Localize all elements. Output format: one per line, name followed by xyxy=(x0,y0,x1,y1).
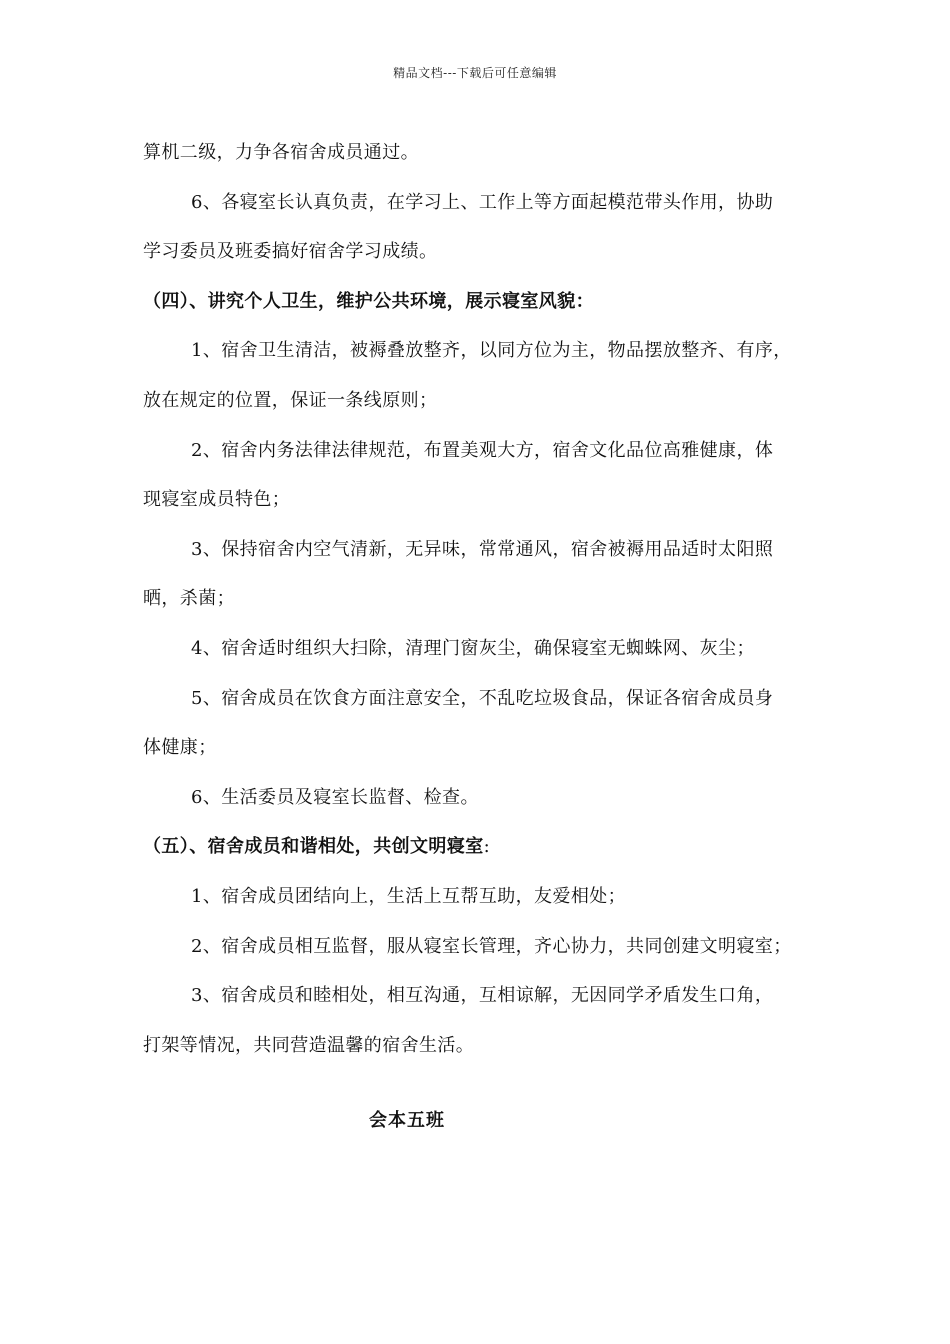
section-heading-four: （四）、讲究个人卫生，维护公共环境，展示寝室风貌： xyxy=(143,290,594,312)
paragraph-line: 5、宿舍成员在饮食方面注意安全，不乱吃垃圾食品，保证各宿舍成员身 xyxy=(191,687,774,709)
paragraph-line: 体健康； xyxy=(143,737,217,759)
paragraph-line: 2、宿舍成员相互监督，服从寝室长管理，齐心协力，共同创建文明寝室； xyxy=(191,935,792,957)
paragraph-line: 晒，杀菌； xyxy=(143,588,235,610)
section-heading-five xyxy=(143,822,811,872)
paragraph-line: 6、各寝室长认真负责，在学习上、工作上等方面起模范带头作用，协助 xyxy=(191,191,774,213)
section-heading-five-colon: : xyxy=(483,836,491,858)
paragraph-line: 6、生活委员及寝室长监督、检查。 xyxy=(191,786,479,808)
page-header: 精品文档---下载后可任意编辑 xyxy=(393,66,557,80)
paragraph-line: 1、宿舍卫生清洁，被褥叠放整齐，以同方位为主，物品摆放整齐、有序， xyxy=(191,340,792,362)
section-heading-five-text: （五）、宿舍成员和谐相处，共创文明寝室 xyxy=(143,836,484,858)
paragraph-line: 现寝室成员特色； xyxy=(143,489,291,511)
paragraph-line: 3、保持宿舍内空气清新，无异味，常常通风，宿舍被褥用品适时太阳照 xyxy=(191,538,774,560)
paragraph-line: 算机二级，力争各宿舍成员通过。 xyxy=(143,142,419,163)
paragraph-line: 4、宿舍适时组织大扫除，清理门窗灰尘，确保寝室无蜘蛛网、灰尘； xyxy=(191,637,755,659)
paragraph-line: 3、宿舍成员和睦相处，相互沟通，互相谅解，无因同学矛盾发生口角， xyxy=(191,985,774,1007)
paragraph-line: 学习委员及班委搞好宿舍学习成绩。 xyxy=(143,241,438,263)
paragraph-line: 放在规定的位置，保证一条线原则； xyxy=(143,389,438,411)
paragraph-line: 2、宿舍内务法律法律规范，布置美观大方，宿舍文化品位高雅健康，体 xyxy=(191,439,774,461)
paragraph-line: 1、宿舍成员团结向上，生活上互帮互助，友爱相处； xyxy=(191,885,627,907)
document-body xyxy=(143,128,811,1070)
signature-class-name: 会本五班 xyxy=(369,1110,445,1131)
paragraph-line: 打架等情况，共同营造温馨的宿舍生活。 xyxy=(143,1034,475,1056)
